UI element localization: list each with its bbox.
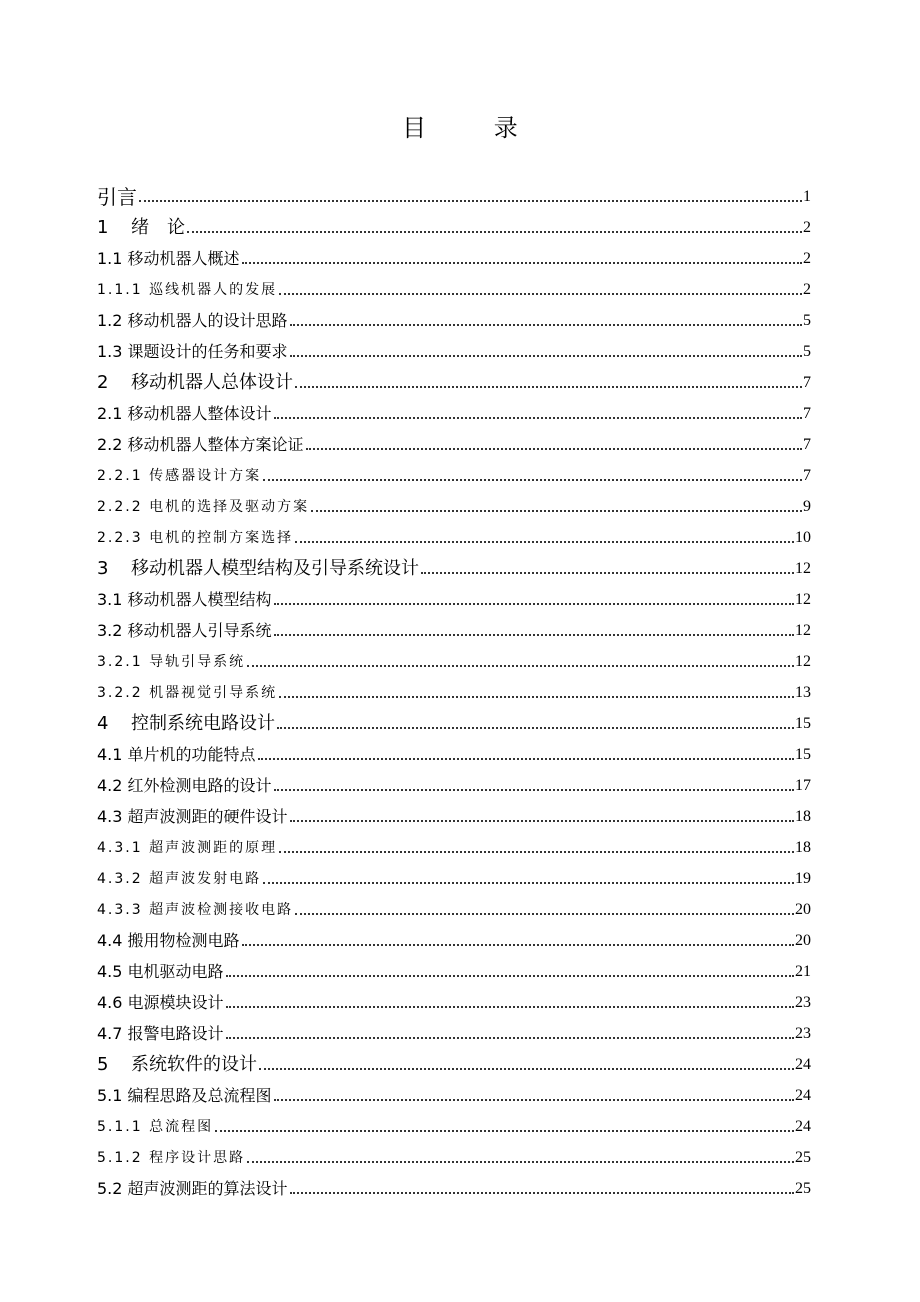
toc-entry[interactable] — [97, 703, 811, 734]
toc-entry[interactable] — [97, 951, 811, 982]
dot-leader — [290, 1192, 794, 1194]
toc-entry-label — [97, 621, 274, 641]
toc-entry-text: 电机的控制方案选择 — [149, 530, 294, 546]
dot-leader — [274, 1099, 794, 1101]
dot-leader — [311, 510, 802, 512]
toc-entry-text: 巡线机器人的发展 — [149, 282, 278, 298]
toc-entry[interactable] — [97, 424, 811, 455]
toc-entry-label — [97, 404, 274, 424]
toc-entry-label — [97, 993, 226, 1013]
toc-entry-page: 23 — [795, 1025, 811, 1042]
dot-leader — [274, 417, 802, 419]
dot-leader — [295, 386, 802, 388]
toc-entry-page: 7 — [803, 374, 811, 391]
toc-entry-label — [97, 1117, 215, 1137]
toc-entry-label — [97, 249, 242, 269]
toc-entry-number: 1.1 — [97, 249, 123, 268]
toc-title: 目 录 — [402, 114, 548, 142]
dot-leader — [215, 1130, 794, 1132]
toc-entry[interactable] — [97, 300, 811, 331]
toc-entry-number: 2.2.1 — [97, 468, 143, 484]
toc-entry-page: 19 — [795, 870, 811, 887]
toc-entry-page: 5 — [803, 312, 811, 329]
toc-entry[interactable] — [97, 889, 811, 920]
toc-entry-label — [97, 311, 290, 331]
toc-entry-text: 机器视觉引导系统 — [149, 685, 278, 701]
toc-entry-page: 10 — [795, 529, 811, 546]
dot-leader — [295, 913, 794, 915]
toc-entry-text: 移动机器人引导系统 — [127, 621, 272, 640]
toc-entry-number: 5.1.2 — [97, 1150, 143, 1166]
toc-entry[interactable] — [97, 641, 811, 672]
toc-entry-label — [97, 528, 295, 548]
toc-entry-label — [97, 1148, 247, 1168]
toc-entry-number: 4.6 — [97, 993, 123, 1012]
toc-entry-page: 20 — [795, 932, 811, 949]
toc-entry-number: 5 — [97, 1054, 109, 1075]
toc-entry-number: 4.1 — [97, 745, 123, 764]
toc-entry-page: 21 — [795, 963, 811, 980]
toc-entry[interactable] — [97, 486, 811, 517]
toc-entry[interactable] — [97, 610, 811, 641]
toc-entry[interactable] — [97, 269, 811, 300]
toc-entry-text: 超声波发射电路 — [149, 871, 262, 887]
toc-entry-number: 1.1.1 — [97, 282, 143, 298]
toc-entry-page: 25 — [795, 1149, 811, 1166]
toc-entry-number: 3 — [97, 558, 109, 579]
toc-entry[interactable] — [97, 858, 811, 889]
toc-entry-page: 18 — [795, 808, 811, 825]
toc-entry-text: 绪 论 — [131, 217, 185, 238]
toc-entry-text: 报警电路设计 — [127, 1024, 224, 1043]
dot-leader — [242, 262, 802, 264]
toc-entry[interactable] — [97, 1013, 811, 1044]
toc-entry-text: 电机驱动电路 — [127, 962, 224, 981]
toc-entry-number: 1 — [97, 217, 109, 238]
toc-entry-page: 2 — [803, 219, 811, 236]
dot-leader — [139, 200, 802, 202]
toc-entry-page: 18 — [795, 839, 811, 856]
toc-entry[interactable] — [97, 1044, 811, 1075]
toc-entry[interactable] — [97, 548, 811, 579]
dot-leader — [279, 851, 794, 853]
toc-list — [97, 176, 811, 1199]
toc-entry-label — [97, 931, 242, 951]
toc-entry-page: 12 — [795, 622, 811, 639]
dot-leader — [263, 882, 794, 884]
dot-leader — [247, 665, 794, 667]
dot-leader — [258, 758, 794, 760]
dot-leader — [247, 1161, 794, 1163]
dot-leader — [295, 541, 794, 543]
toc-entry-text: 超声波测距的原理 — [149, 840, 278, 856]
toc-entry-number: 4.3.2 — [97, 871, 143, 887]
toc-entry-text: 编程思路及总流程图 — [127, 1086, 272, 1105]
toc-entry-label — [97, 1055, 259, 1075]
toc-entry-text: 移动机器人的设计思路 — [127, 311, 288, 330]
dot-leader — [290, 820, 794, 822]
toc-entry-label — [97, 683, 279, 703]
toc-entry[interactable] — [97, 1137, 811, 1168]
toc-entry-text: 系统软件的设计 — [131, 1054, 257, 1075]
toc-entry-page: 12 — [795, 591, 811, 608]
toc-entry-label — [97, 342, 290, 362]
toc-entry[interactable] — [97, 176, 811, 207]
toc-entry-text: 导轨引导系统 — [149, 654, 246, 670]
toc-entry[interactable] — [97, 517, 811, 548]
dot-leader — [306, 448, 802, 450]
toc-entry-page: 5 — [803, 343, 811, 360]
dot-leader — [279, 293, 802, 295]
dot-leader — [242, 944, 794, 946]
toc-entry-page: 12 — [795, 560, 811, 577]
dot-leader — [290, 355, 802, 357]
toc-entry-page: 7 — [803, 405, 811, 422]
toc-entry-label — [97, 497, 311, 517]
dot-leader — [277, 727, 794, 729]
toc-entry-label — [97, 1179, 290, 1199]
toc-entry-number: 3.2.1 — [97, 654, 143, 670]
toc-entry-page: 20 — [795, 901, 811, 918]
toc-entry-text: 移动机器人整体设计 — [127, 404, 272, 423]
toc-entry-text: 超声波测距的算法设计 — [127, 1179, 288, 1198]
toc-entry-text: 控制系统电路设计 — [131, 713, 275, 734]
toc-entry[interactable] — [97, 765, 811, 796]
toc-entry-label — [97, 590, 274, 610]
toc-entry-label — [97, 187, 139, 207]
dot-leader — [226, 1037, 794, 1039]
toc-entry-text: 移动机器人整体方案论证 — [127, 435, 304, 454]
dot-leader — [274, 634, 794, 636]
dot-leader — [279, 696, 794, 698]
toc-entry-page: 7 — [803, 436, 811, 453]
toc-entry[interactable] — [97, 455, 811, 486]
dot-leader — [274, 789, 794, 791]
dot-leader — [421, 572, 794, 574]
toc-entry[interactable] — [97, 982, 811, 1013]
dot-leader — [263, 479, 802, 481]
toc-entry-label — [97, 714, 277, 734]
toc-entry-number: 5.2 — [97, 1179, 123, 1198]
toc-entry-label — [97, 807, 290, 827]
toc-entry-label — [97, 435, 306, 455]
toc-entry-text: 电机的选择及驱动方案 — [149, 499, 310, 515]
toc-entry[interactable] — [97, 393, 811, 424]
toc-entry-label — [97, 280, 279, 300]
toc-entry-label — [97, 900, 295, 920]
toc-entry-label — [97, 869, 263, 889]
toc-entry-number: 2.2 — [97, 435, 123, 454]
toc-entry-page: 24 — [795, 1087, 811, 1104]
toc-entry-number: 4.7 — [97, 1024, 123, 1043]
toc-entry-label — [97, 1024, 226, 1044]
toc-entry-page: 12 — [795, 653, 811, 670]
toc-entry-label — [97, 1086, 274, 1106]
toc-entry[interactable] — [97, 1168, 811, 1199]
toc-entry-label — [97, 559, 421, 579]
dot-leader — [290, 324, 802, 326]
toc-entry-number: 5.1.1 — [97, 1119, 143, 1135]
toc-entry-number: 4.2 — [97, 776, 123, 795]
toc-entry-page: 13 — [795, 684, 811, 701]
toc-entry-label — [97, 652, 247, 672]
dot-leader — [226, 1006, 794, 1008]
dot-leader — [187, 231, 802, 233]
toc-entry-number: 4.3.3 — [97, 902, 143, 918]
dot-leader — [274, 603, 794, 605]
toc-entry-page: 24 — [795, 1056, 811, 1073]
toc-entry[interactable] — [97, 796, 811, 827]
toc-entry-number: 3.2 — [97, 621, 123, 640]
toc-entry-text: 电源模块设计 — [127, 993, 224, 1012]
toc-entry-number: 1.2 — [97, 311, 123, 330]
toc-entry-number: 4.3 — [97, 807, 123, 826]
toc-entry[interactable] — [97, 331, 811, 362]
dot-leader — [226, 975, 794, 977]
toc-entry-page: 15 — [795, 715, 811, 732]
toc-entry-page: 9 — [803, 498, 811, 515]
toc-entry-text: 移动机器人总体设计 — [131, 372, 293, 393]
toc-entry-label — [97, 745, 258, 765]
toc-entry-page: 2 — [803, 281, 811, 298]
toc-entry-number: 3.1 — [97, 590, 123, 609]
toc-entry-text: 单片机的功能特点 — [127, 745, 256, 764]
toc-entry-number: 4 — [97, 713, 109, 734]
toc-entry-text: 超声波检测接收电路 — [149, 902, 294, 918]
toc-entry-page: 23 — [795, 994, 811, 1011]
toc-entry-page: 17 — [795, 777, 811, 794]
toc-entry-number: 3.2.2 — [97, 685, 143, 701]
toc-entry-text: 红外检测电路的设计 — [127, 776, 272, 795]
toc-entry-page: 25 — [795, 1180, 811, 1197]
toc-entry-text: 搬用物检测电路 — [127, 931, 240, 950]
toc-entry-text: 传感器设计方案 — [149, 468, 262, 484]
toc-entry-page: 24 — [795, 1118, 811, 1135]
toc-entry-page: 7 — [803, 467, 811, 484]
toc-entry-text: 程序设计思路 — [149, 1150, 246, 1166]
toc-entry-page: 2 — [803, 250, 811, 267]
toc-entry-page: 1 — [803, 188, 811, 205]
toc-entry-text: 移动机器人模型结构及引导系统设计 — [131, 558, 419, 579]
toc-entry-label — [97, 838, 279, 858]
toc-entry-text: 引言 — [97, 185, 137, 209]
toc-entry-number: 4.3.1 — [97, 840, 143, 856]
toc-entry[interactable] — [97, 207, 811, 238]
toc-entry-number: 2.2.2 — [97, 499, 143, 515]
toc-entry-number: 4.4 — [97, 931, 123, 950]
toc-entry[interactable] — [97, 238, 811, 269]
toc-entry[interactable] — [97, 734, 811, 765]
toc-entry-label — [97, 962, 226, 982]
toc-entry-number: 4.5 — [97, 962, 123, 981]
toc-entry-text: 超声波测距的硬件设计 — [127, 807, 288, 826]
toc-entry-label — [97, 776, 274, 796]
toc-entry-number: 5.1 — [97, 1086, 123, 1105]
toc-entry[interactable] — [97, 920, 811, 951]
toc-entry-text: 移动机器人模型结构 — [127, 590, 272, 609]
toc-entry-number: 2 — [97, 372, 109, 393]
toc-entry[interactable] — [97, 1075, 811, 1106]
toc-entry-text: 总流程图 — [149, 1119, 214, 1135]
toc-entry-number: 2.1 — [97, 404, 123, 423]
toc-entry-label — [97, 373, 295, 393]
toc-entry-number: 2.2.3 — [97, 530, 143, 546]
toc-entry-page: 15 — [795, 746, 811, 763]
toc-entry-number: 1.3 — [97, 342, 123, 361]
toc-entry-label — [97, 466, 263, 486]
toc-entry[interactable] — [97, 579, 811, 610]
toc-entry-label — [97, 218, 187, 238]
dot-leader — [259, 1068, 794, 1070]
toc-entry[interactable] — [97, 1106, 811, 1137]
toc-entry[interactable] — [97, 672, 811, 703]
toc-entry[interactable] — [97, 827, 811, 858]
toc-entry[interactable] — [97, 362, 811, 393]
toc-entry-text: 移动机器人概述 — [127, 249, 240, 268]
toc-entry-text: 课题设计的任务和要求 — [127, 342, 288, 361]
